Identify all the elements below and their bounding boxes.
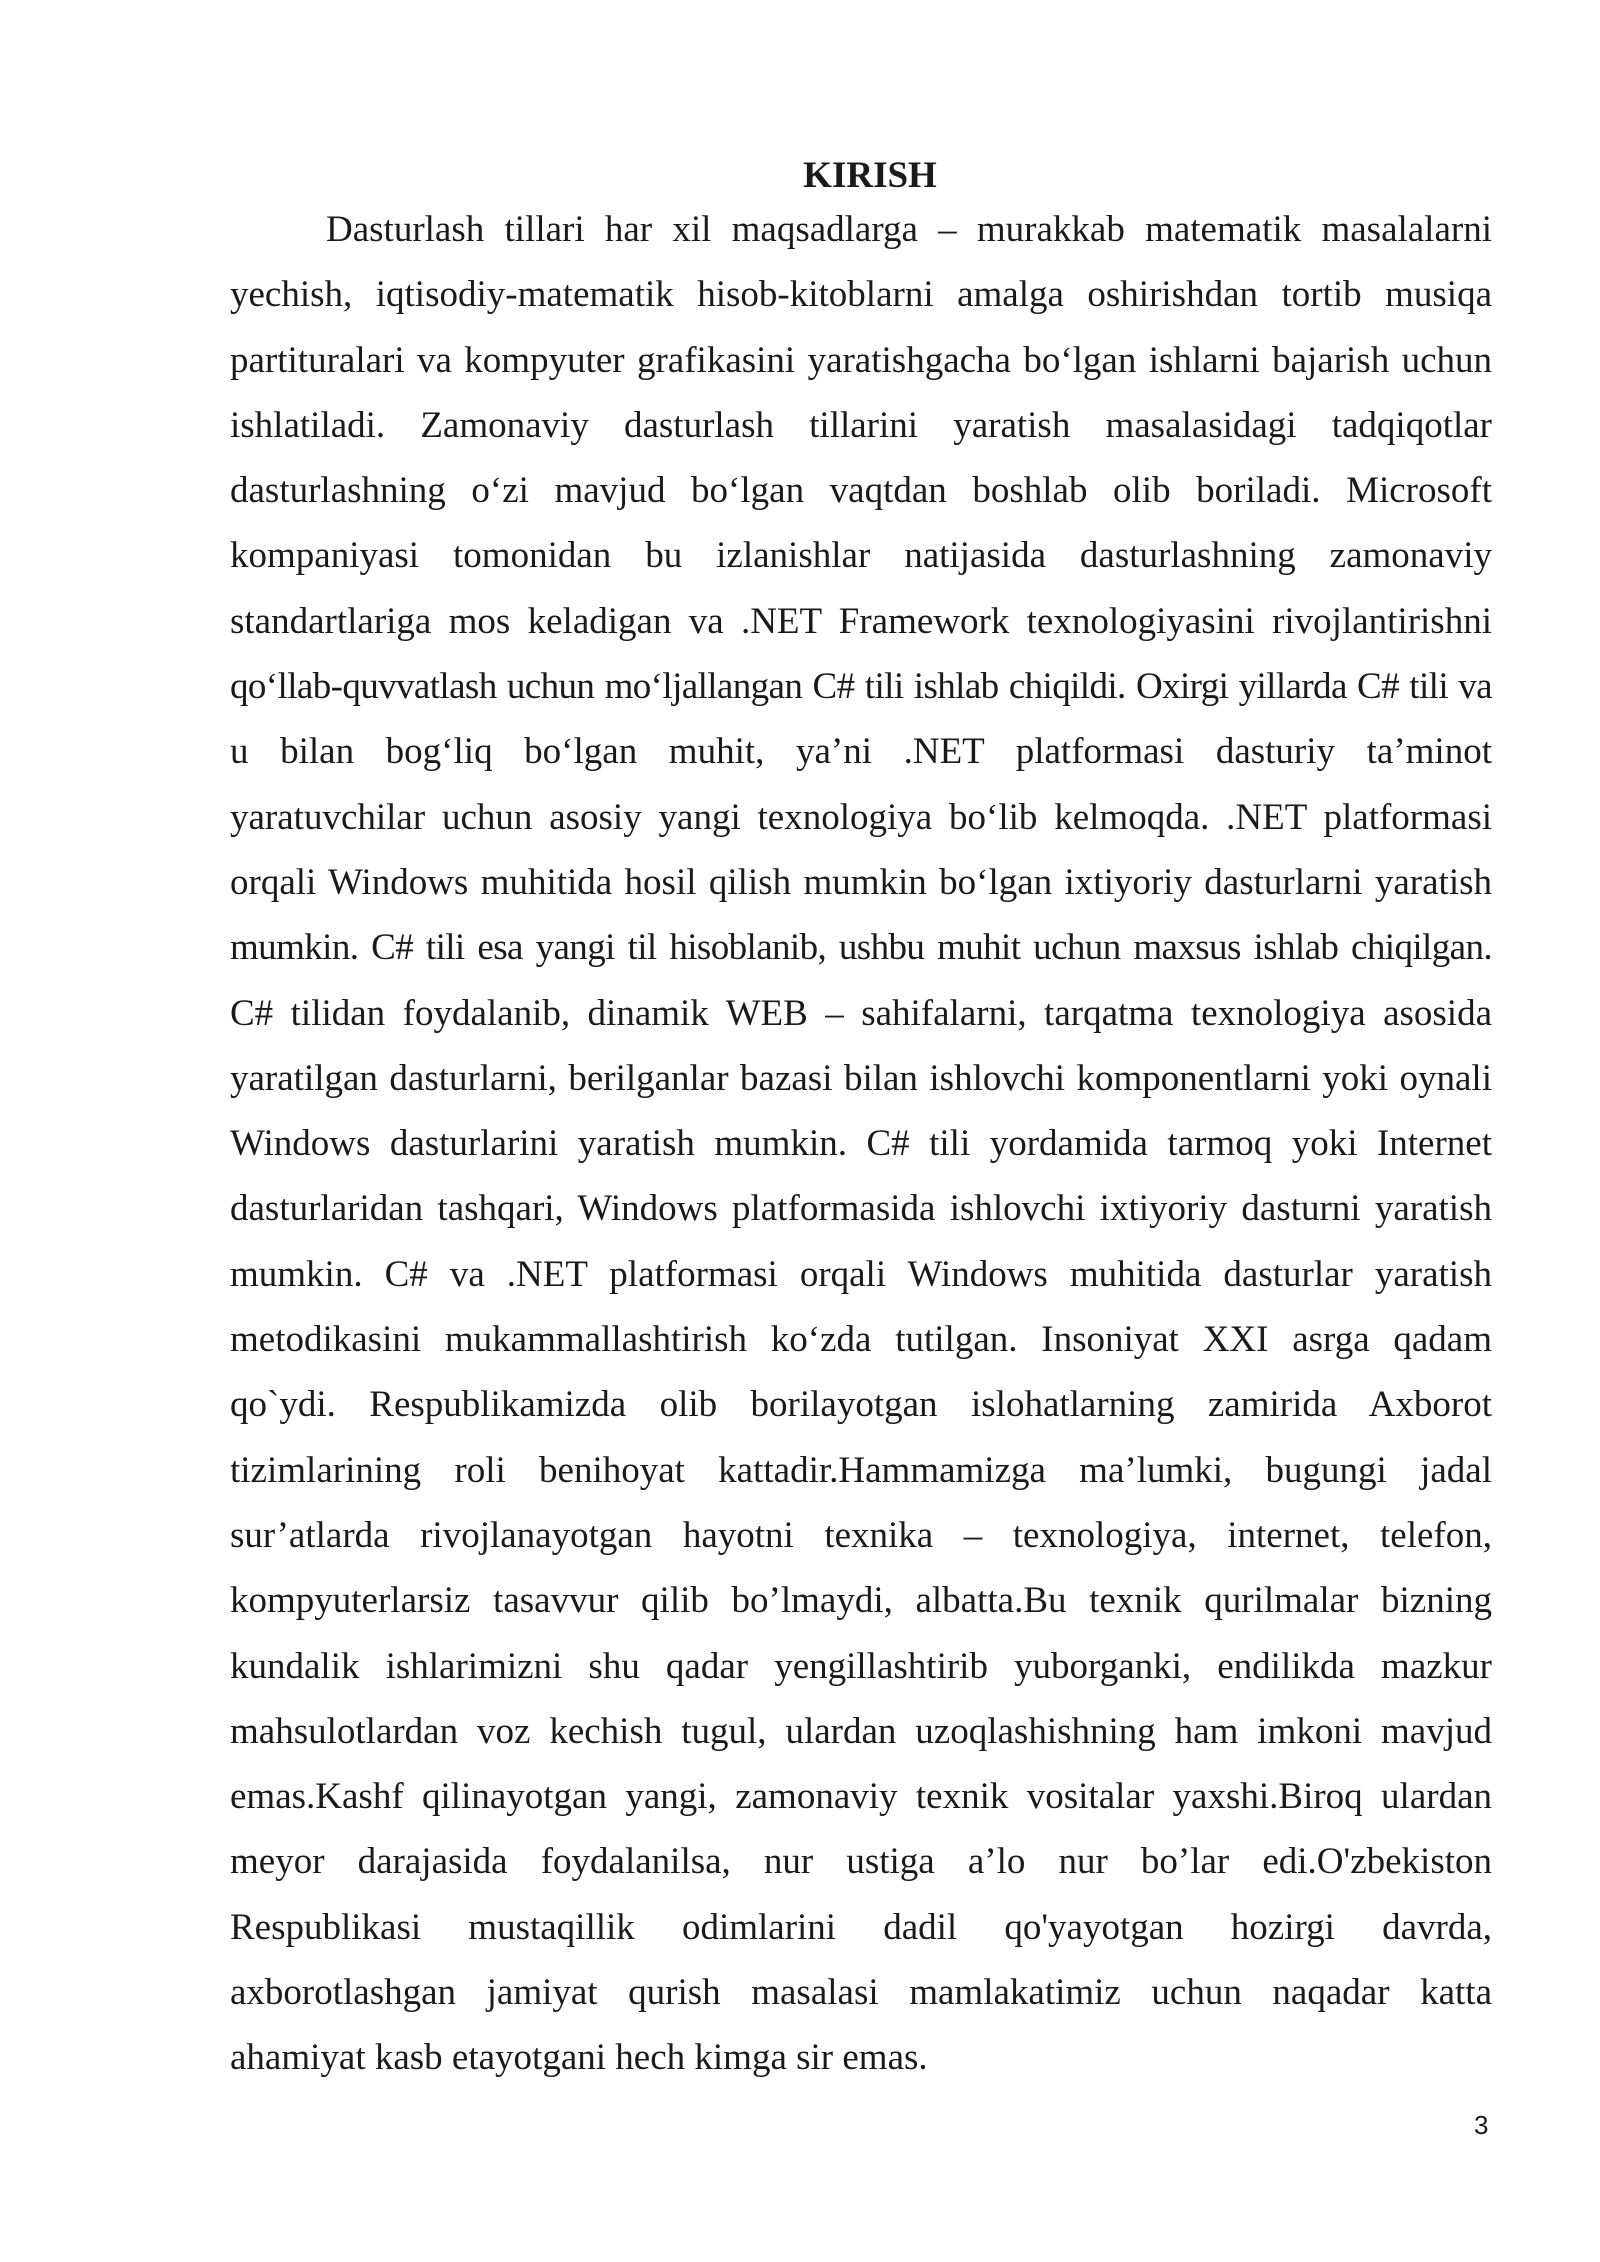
body-paragraph xyxy=(230,197,1492,2091)
text-line: ahamiyat kasb etayotgani hech kimga sir emas. xyxy=(230,2037,928,2079)
text-line: ishlatiladi. Zamonaviy dasturlash tillarini yaratish masalasidagi tadqiqotlar xyxy=(230,404,1492,446)
text-line: u bilan bog‘liq bo‘lgan muhit, ya’ni .NET platformasi dasturiy ta’minot xyxy=(230,731,1492,773)
text-line: mumkin. C# va .NET platformasi orqali Windows muhitida dasturlar yaratish xyxy=(230,1253,1492,1295)
text-line: orqali Windows muhitida hosil qilish mumkin bo‘lgan ixtiyoriy dasturlarni yaratish xyxy=(230,861,1492,903)
text-line: mahsulotlardan voz kechish tugul, ulardan uzoqlashishning ham imkoni mavjud xyxy=(230,1710,1492,1752)
page-title: KIRISH xyxy=(803,155,937,196)
text-line: dasturlaridan tashqari, Windows platformasida ishlovchi ixtiyoriy dasturni yaratish xyxy=(230,1188,1492,1230)
text-line: Dasturlash tillari har xil maqsadlarga – murakkab matematik masalalarni xyxy=(326,209,1492,250)
page-number: 3 xyxy=(1474,2110,1489,2140)
text-line: axborotlashgan jamiyat qurish masalasi mamlakatimiz uchun naqadar katta xyxy=(230,1972,1492,2014)
text-line: Windows dasturlarini yaratish mumkin. C# tili yordamida tarmoq yoki Internet xyxy=(230,1123,1492,1165)
text-line: kundalik ishlarimizni shu qadar yengillashtirib yuborganki, endilikda mazkur xyxy=(230,1645,1492,1687)
text-line: standartlariga mos keladigan va .NET Framework texnologiyasini rivojlantirishni xyxy=(230,600,1492,642)
text-line: yaratuvchilar uchun asosiy yangi texnologiya bo‘lib kelmoqda. .NET platformasi xyxy=(230,796,1492,838)
text-line: meyor darajasida foydalanilsa, nur ustiga a’lo nur bo’lar edi.O'zbekiston xyxy=(230,1841,1492,1883)
text-line: kompaniyasi tomonidan bu izlanishlar natijasida dasturlashning zamonaviy xyxy=(230,535,1492,577)
text-line: yaratilgan dasturlarni, berilganlar bazasi bilan ishlovchi komponentlarni yoki oynali xyxy=(230,1057,1492,1099)
text-line: C# tilidan foydalanib, dinamik WEB – sahifalarni, tarqatma texnologiya asosida xyxy=(230,992,1492,1034)
text-line: tizimlarining roli benihoyat kattadir.Hammamizga ma’lumki, bugungi jadal xyxy=(230,1449,1492,1491)
text-line: kompyuterlarsiz tasavvur qilib bo’lmaydi, albatta.Bu texnik qurilmalar bizning xyxy=(230,1580,1492,1622)
text-line: sur’atlarda rivojlanayotgan hayotni texnika – texnologiya, internet, telefon, xyxy=(230,1514,1492,1556)
text-line: mumkin. C# tili esa yangi til hisoblanib, ushbu muhit uchun maxsus ishlab chiqilgan. xyxy=(230,927,1492,969)
text-line: metodikasini mukammallashtirish ko‘zda tutilgan. Insoniyat XXI asrga qadam xyxy=(230,1319,1492,1361)
text-line: emas.Kashf qilinayotgan yangi, zamonaviy texnik vositalar yaxshi.Biroq ulardan xyxy=(230,1776,1492,1818)
text-line: yechish, iqtisodiy-matematik hisob-kitoblarni amalga oshirishdan tortib musiqa xyxy=(230,274,1492,316)
text-line: partituralari va kompyuter grafikasini yaratishgacha bo‘lgan ishlarni bajarish uchun xyxy=(230,339,1492,381)
text-line: dasturlashning o‘zi mavjud bo‘lgan vaqtdan boshlab olib boriladi. Microsoft xyxy=(230,470,1492,512)
text-line: qo`ydi. Respublikamizda olib borilayotgan islohatlarning zamirida Axborot xyxy=(230,1384,1492,1426)
text-line: qo‘llab-quvvatlash uchun mo‘ljallangan C# tili ishlab chiqildi. Oxirgi yillarda C# tili va xyxy=(230,666,1492,708)
text-line: Respublikasi mustaqillik odimlarini dadil qo'yayotgan hozirgi davrda, xyxy=(230,1906,1492,1948)
